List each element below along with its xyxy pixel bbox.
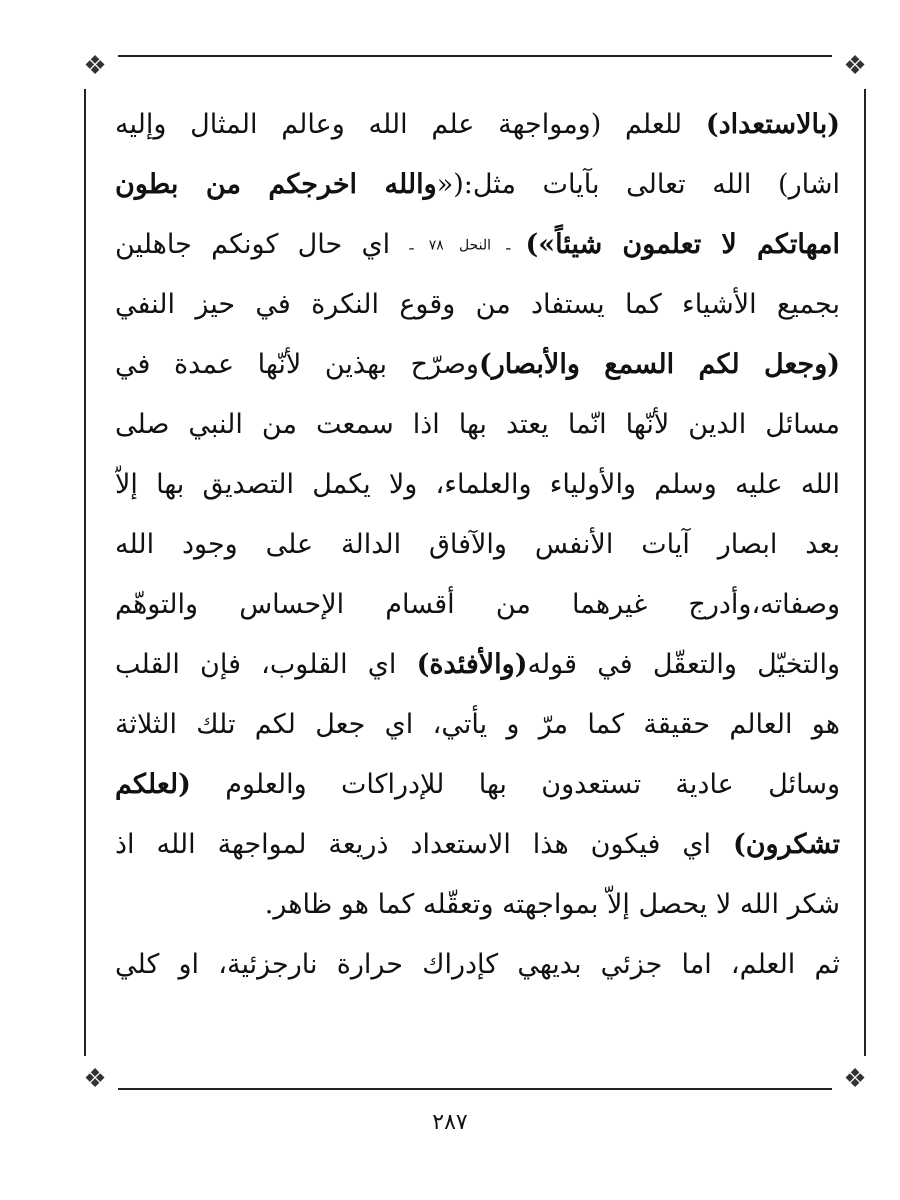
- text-line: ثم العلم، اما جزئي بديهي كإدراك حرارة نارجزئية، او كلي: [115, 949, 840, 980]
- text-line: [115, 335, 840, 395]
- line-text: للعلم (ومواجهة علم الله وعالم المثال وإليه: [115, 109, 706, 140]
- quran-verse-text: (وجعل لكم السمع والأبصار): [478, 349, 840, 380]
- corner-ornament-icon: ❖: [72, 43, 118, 89]
- line-text: والتخيّل والتعقّل في قوله: [527, 649, 840, 680]
- text-line: [115, 635, 840, 695]
- corner-ornament-icon: ❖: [832, 1056, 878, 1102]
- page-number: ٢٨٧: [432, 1110, 468, 1135]
- text-line: بعد ابصار آيات الأنفس والآفاق الدالة على وجود الله: [115, 529, 840, 560]
- corner-ornament-icon: ❖: [832, 43, 878, 89]
- text-line: مسائل الدين لأنّها انّما يعتد بها اذا سمعت من النبي صلى: [115, 409, 840, 440]
- line-text: وسائل عادية تستعدون بها للإدراكات والعلوم: [190, 769, 840, 800]
- text-line: [115, 815, 840, 875]
- verse-reference: ـ النحل ٧٨ ـ: [409, 237, 526, 254]
- line-text: اي حال كونكم جاهلين: [115, 229, 410, 260]
- line-text: اشار) الله تعالى بآيات مثل:(«: [436, 169, 840, 200]
- text-line: بجميع الأشياء كما يستفاد من وقوع النكرة في حيز النفي: [115, 289, 840, 320]
- text-line: الله عليه وسلم والأولياء والعلماء، ولا يكمل التصديق بها إلاّ: [115, 469, 840, 500]
- text-line: [115, 155, 840, 215]
- text-line: هو العالم حقيقة كما مرّ و يأتي، اي جعل لكم تلك الثلاثة: [115, 709, 840, 740]
- text-line: [115, 755, 840, 815]
- quran-verse-text: والله اخرجكم من بطون: [115, 169, 437, 200]
- corner-ornament-icon: ❖: [72, 1056, 118, 1102]
- line-text: وصرّح بهذين لأنّها عمدة في: [115, 349, 479, 380]
- quran-verse-text: تشكرون): [732, 829, 840, 860]
- line-text: اي القلوب، فإن القلب: [115, 649, 417, 680]
- line-text: اي فيكون هذا الاستعداد ذريعة لمواجهة الله اذ: [115, 829, 733, 860]
- quran-verse-text: (لعلكم: [115, 769, 191, 800]
- text-line: شكر الله لا يحصل إلاّ بمواجهته وتعقّله كما هو ظاهر.: [264, 889, 840, 920]
- text-line: [115, 95, 840, 155]
- text-line: [115, 215, 840, 275]
- quran-verse-text: امهاتكم لا تعلمون شيئاً»): [525, 229, 840, 260]
- text-line: وصفاته،وأدرج غيرهما من أقسام الإحساس والتوهّم: [115, 589, 840, 620]
- quran-verse-text: (والأفئدة): [416, 649, 528, 680]
- body-text: [115, 95, 840, 995]
- emphasis-phrase: (بالاستعداد): [705, 109, 840, 140]
